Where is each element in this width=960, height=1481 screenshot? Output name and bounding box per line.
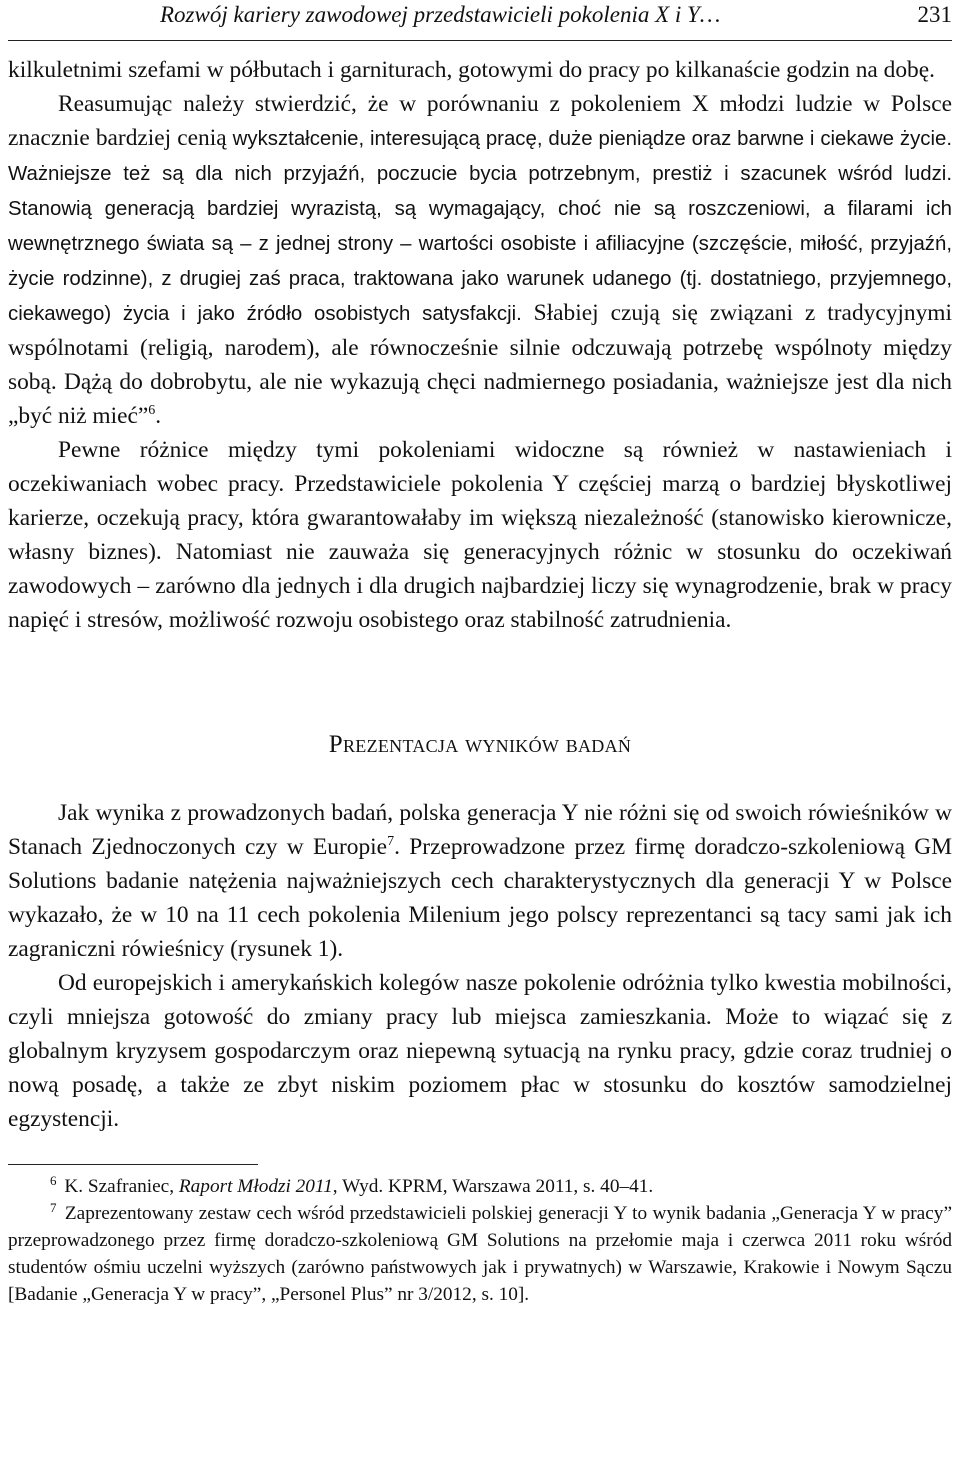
section-heading-initial: P xyxy=(328,731,343,758)
footnote-text: K. Szafraniec, xyxy=(59,1176,179,1197)
paragraph-text-sans: wykształcenie, interesującą pracę, duże pieniądze oraz barwne i ciekawe życie. Ważniejsze też są dla nich przyjaźń, poczucie bycia potrzebnym, prestiż i szacunek wśród ludzi. Stanowią generacją bardziej wyrazistą, są wymagający, choć nie są roszczeniowi, a filarami ich wewnętrznego świata są – z jednej strony – wartości osobiste i afiliacyjne (szczęście, miłość, przyjaźń, życie rodzinne), z drugiej zaś praca, traktowana jako warunek udanego (tj. dostatniego, przyjemnego, ciekawego) życia i jako źródło osobistych satysfakcji. xyxy=(8,128,953,325)
page-number: 231 xyxy=(917,2,952,27)
paragraph-mobility xyxy=(8,966,952,1136)
footnote-ref-6[interactable]: 6 xyxy=(148,403,156,419)
footnote-separator xyxy=(8,1164,258,1165)
body-text xyxy=(8,53,952,1136)
footnote-number: 6 xyxy=(50,1172,57,1188)
paragraph-text-continued: . Przeprowadzone przez firmę doradczo-szkoleniową GM Solutions badanie natężenia najważniejszych cech charakterystycznych dla generacji Y w Polsce wykazało, że w 10 na 11 cech pokolenia Milenium jego polscy reprezentanci są tacy sami jak ich zagraniczni rówieśnicy (rysunek 1). xyxy=(8,834,952,962)
paragraph-results xyxy=(8,796,952,966)
paragraph-text-serif: Reasumując należy stwierdzić, że w porównaniu z pokoleniem X młodzi ludzie w Polsce znacznie bardziej cenią xyxy=(8,91,952,151)
paragraph-differences xyxy=(8,433,952,637)
paragraph-text-serif-b: Słabiej czują się związani z tradycyjnymi wspólnotami (religią, narodem), ale równocześnie silnie odczuwają potrzebę wspólnoty między sobą. Dążą do dobrobytu, ale nie wykazują chęci nadmiernego posiadania, ważniejsze jest dla nich „być niż mieć” xyxy=(8,300,952,429)
document-page xyxy=(8,0,952,1308)
footnotes xyxy=(8,1173,952,1308)
footnote-text: Zaprezentowany zestaw cech wśród przedstawicieli polskiej generacji Y to wynik badania „Generacja Y w pracy” przeprowadzonego przez firmę doradczo-szkoleniową GM Solutions na przełomie maja i czerwca 2011 roku wśród studentów ośmiu uczelni wyższych (zarówno państwowych jak i prywatnych) w Warszawie, Krakowie i Nowym Sączu [Badanie „Generacja Y w pracy”, „Personel Plus” nr 3/2012, s. 10]. xyxy=(8,1203,952,1305)
section-heading-rest: rezentacja wyników badań xyxy=(342,731,632,758)
footnote-number: 7 xyxy=(50,1199,57,1215)
footnote-ref-7[interactable]: 7 xyxy=(387,834,395,850)
paragraph-text: Pewne różnice między tymi pokoleniami widoczne są również w nastawieniach i oczekiwaniach wobec pracy. Przedstawiciele pokolenia Y częściej marzą o bardziej błyskotliwej karierze, oczekują pracy, która gwarantowałaby im większą niezależność (stanowisko kierownicze, własny biznes). Natomiast nie zauważa się generacyjnych różnic w stosunku do oczekiwań zawodowych – zarówno dla jednych i dla drugich najbardziej liczy się wynagrodzenie, brak w pracy napięć i stresów, możliwość rozwoju osobistego oraz stabilność zatrudnienia. xyxy=(8,437,952,633)
footnote-title: Raport Młodzi 2011 xyxy=(178,1176,333,1197)
paragraph-summary xyxy=(8,87,952,433)
paragraph-end: . xyxy=(155,403,162,429)
paragraph-text: kilkuletnimi szefami w półbutach i garniturach, gotowymi do pracy po kilkanaście godzin na dobę. xyxy=(8,57,935,83)
paragraph-text: Jak wynika z prowadzonych badań, polska generacja Y nie różni się od swoich rówieśników w Stanach Zjednoczonych czy w Europie xyxy=(8,800,952,860)
section-heading xyxy=(8,728,952,762)
running-header xyxy=(8,0,952,41)
footnote-6 xyxy=(8,1173,952,1200)
paragraph-text: Od europejskich i amerykańskich kolegów nasze pokolenie odróżnia tylko kwestia mobilności, czyli mniejsza gotowość do zmiany pracy lub miejsca zamieszkania. Może to wiązać się z globalnym kryzysem gospodarczym oraz niepewną sytuacją na rynku pracy, gdzie coraz trudniej o nową posadę, a także ze zbyt niskim poziomem płac w stosunku do kosztów samodzielnej egzystencji. xyxy=(8,970,952,1132)
footnote-text-end: , Wyd. KPRM, Warszawa 2011, s. 40–41. xyxy=(332,1176,654,1197)
running-title: Rozwój kariery zawodowej przedstawicieli pokolenia X i Y… xyxy=(160,2,721,27)
footnote-7 xyxy=(8,1200,952,1308)
paragraph-continuation xyxy=(8,53,952,87)
